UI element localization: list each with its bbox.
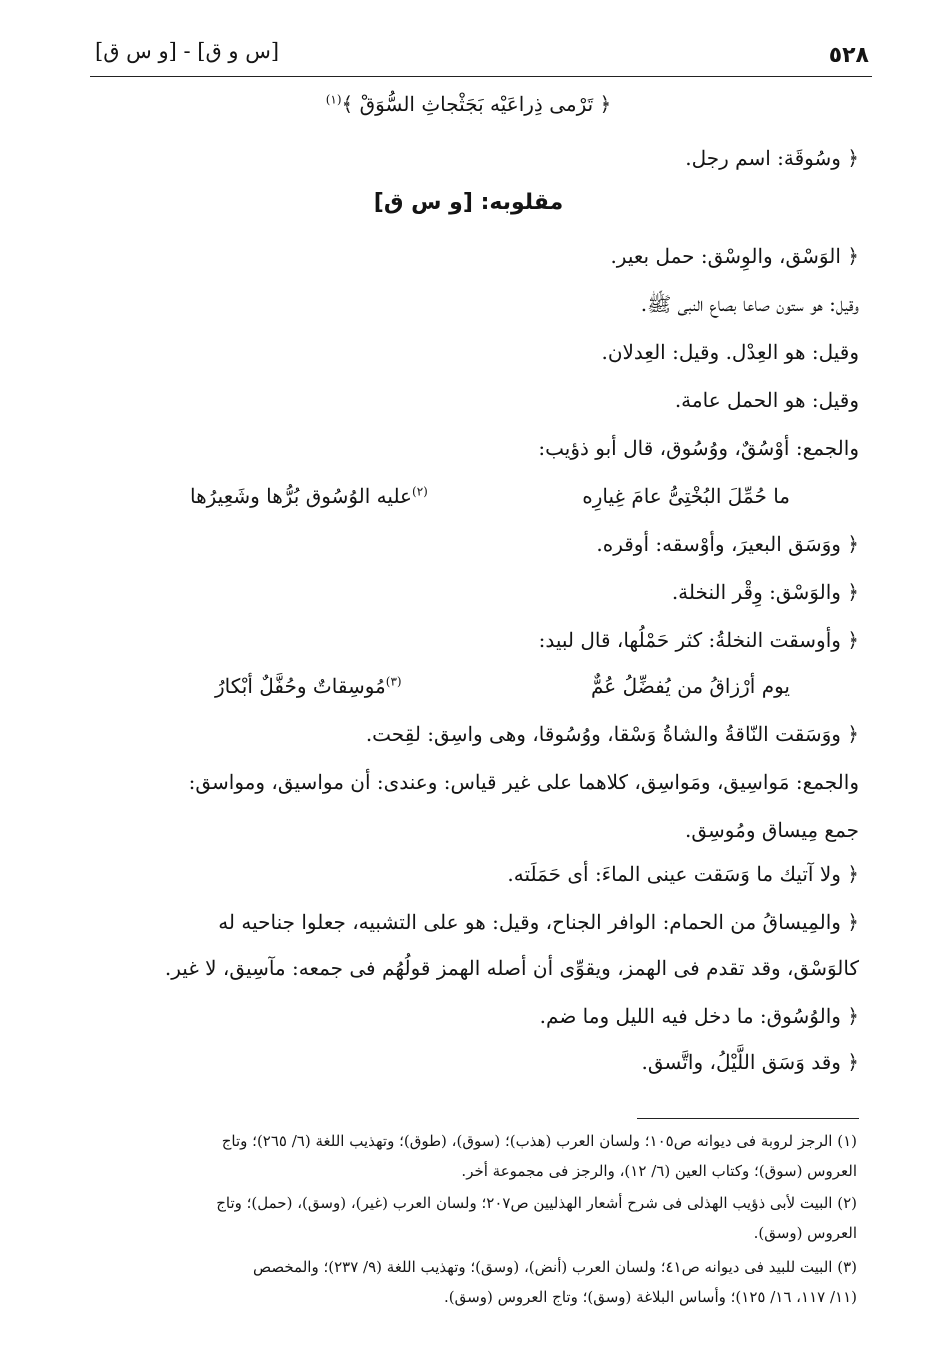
entry-line: ﴿ والوُسُوق: ما دخل فيه الليل وما ضم.: [539, 1004, 859, 1028]
verse-second-hemistich: $^{(٢)}$عليه الوُسُوق بُرُّها وشَعِيرُها: [190, 484, 428, 508]
footnote-line: (٣) البيت للبيد فى ديوانه ص٤١؛ ولسان العرب (أنض)، (وسق)؛ وتهذيب اللغة (٩/ ٢٣٧)؛ والمخصص: [252, 1258, 857, 1276]
footnote-line: العروس (وسق).: [753, 1224, 857, 1242]
entry-line: ﴿ وسُوقَة: اسم رجل.: [685, 146, 859, 170]
entry-line: وقيل: هو الحمل عامة.: [674, 388, 859, 412]
entry-line: ﴿ ووَسَقت النّاقةُ والشاةُ وَسْقا، ووُسُوقا، وهى واسِق: لقِحت.: [365, 722, 859, 746]
entry-line: كالوَسْق، وقد تقدم فى الهمز، ويقوِّى أن أصله الهمز قولُهُم فى جمعه: مآسِيق، لا غير.: [164, 956, 859, 980]
entry-line: وقيل: هو العِدْل. وقيل: العِدلان.: [601, 340, 859, 364]
verse-line-intro: [0, 92, 937, 116]
entry-line: ﴿ وقد وَسَق اللَّيْلُ، واتَّسق.: [641, 1050, 859, 1074]
verse-first-hemistich: ما حُمِّلَ البُخْتِىُّ عامَ غِيارِه: [582, 484, 790, 508]
footnote-line: العروس (سوق)؛ وكتاب العين (٦/ ١٢)، والرجز فى مجموعة أخر.: [461, 1162, 857, 1180]
entry-line: والجمع: مَواسِيق، ومَواسِق، كلاهما على غير قياس: وعندى: أن مواسيق، ومواسق:: [188, 770, 859, 794]
footnote-marker: (١): [325, 92, 342, 107]
entry-line: ﴿ والوَسْق: وِقْر النخلة.: [671, 580, 859, 604]
entry-line: ﴿ ولا آتيك ما وَسَقت عينى الماءَ: أى حَمَلَته.: [507, 862, 859, 886]
entry-line: ﴿ وأوسقت النخلةُ: كثر حَمْلُها، قال لبيد:: [538, 628, 859, 652]
poem-verse: [190, 484, 790, 514]
verse-text: ﴿ تَرْمى ذِراعَيْه بَجَثْجاثِ السُّوَقْ ﴾: [341, 92, 612, 116]
footnote-line: (٢) البيت لأبى ذؤيب الهذلى فى شرح أشعار الهذليين ص٢٠٧؛ ولسان العرب (غير)، (وسق)، (حمل)؛ وتاج: [216, 1194, 857, 1212]
footnote-1: [87, 1126, 857, 1186]
footnote-marker: (٣): [385, 674, 402, 689]
footnote-line: (١) الرجز لروبة فى ديوانه ص١٠٥؛ ولسان العرب (هذب)؛ (سوق)، (طوق)؛ وتهذيب اللغة (٦/ ٢٦٥)؛ وتاج: [221, 1132, 857, 1150]
entry-line: ﴿ والمِيساقُ من الحمام: الوافر الجناح، وقيل: هو على التشبيه، جعلوا جناحيه له: [218, 910, 859, 934]
entry-line: وقيل: هو ستون صاعا بصاع النبى ﷺ.: [640, 292, 859, 316]
header-rule: [90, 76, 872, 77]
section-title: مقلوبه: [و س ق]: [373, 190, 564, 215]
footnote-2: [87, 1188, 857, 1248]
entry-line: ﴿ ووَسَق البعيرَ، وأوْسقه: أوقره.: [596, 532, 859, 556]
poem-verse: [215, 674, 790, 704]
footnote-marker: (٢): [412, 484, 428, 499]
page-number: ٥٢٨: [828, 43, 869, 68]
verse-first-hemistich: يوم أرْزاقُ من يُفضِّلُ عُمٌّ: [590, 674, 790, 698]
entry-line: والجمع: أوْسُقٌ، ووُسُوق، قال أبو ذؤيب:: [538, 436, 859, 460]
running-title: [س و ق] - [و س ق]: [95, 39, 280, 63]
entry-line: جمع مِيساق ومُوسِق.: [685, 818, 859, 842]
footnote-3: [87, 1252, 857, 1312]
entry-line: ﴿ الوَسْق، والوِسْق: حمل بعير.: [610, 244, 859, 268]
footnote-rule: [637, 1118, 859, 1119]
verse-second-hemistich: $^{(٣)}$مُوسِقاتٌ وحُفَّلٌ أبْكارُ: [215, 674, 402, 698]
footnote-line: (١١/ ١١٧، ١٦/ ١٢٥)؛ وأساس البلاغة (وسق)؛ وتاج العروس (وسق).: [444, 1288, 857, 1306]
